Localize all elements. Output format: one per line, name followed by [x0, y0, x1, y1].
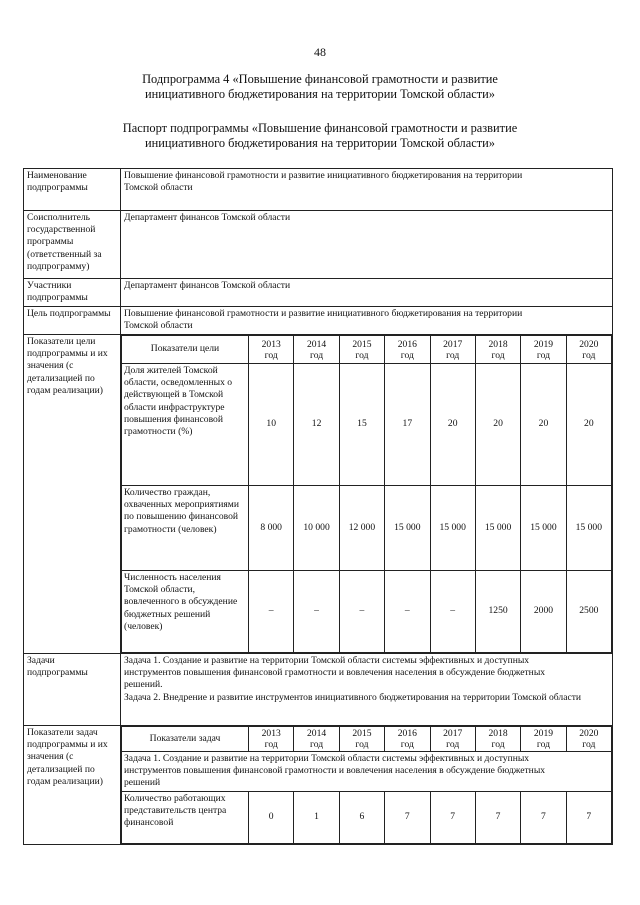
subprogram-title [60, 72, 580, 102]
row-goal-label: Цель подпрограммы [24, 307, 121, 335]
passport-title-line1: Паспорт подпрограммы «Повышение финансовой грамотности и развитие [122, 121, 518, 135]
row-goal-indicators-label: Показатели цели подпрограммы и их значения (с детализацией по годам реализации) [24, 335, 121, 654]
year-suffix: год [310, 739, 324, 750]
goal-indicator-value: 1250 [475, 571, 520, 653]
task-year: 2020 [579, 728, 599, 739]
goal-indicator-value: – [339, 571, 384, 653]
goal-indicator-row [122, 571, 612, 653]
year-suffix: год [400, 349, 414, 361]
task-2-text: Задача 2. Внедрение и развитие инструментов инициативного бюджетирования на территории Томской области [124, 691, 582, 703]
passport-title-line2: инициативного бюджетирования на территории Томской области» [145, 136, 495, 150]
task-indicator-row [122, 792, 612, 844]
task-indicator-value: 1 [294, 792, 339, 844]
goal-indicator-value: 12 [294, 364, 339, 486]
row-task-indicators-label: Показатели задач подпрограммы и их значения (с детализацией по годам реализации) [24, 726, 121, 845]
goal-year: 2017 [443, 338, 463, 350]
task-indicators-task-1: Задача 1. Создание и развитие на территории Томской области системы эффективных и доступных инструментов повышения финансовой грамотности и вовлечения населения в обсуждение бюджетных решений [122, 752, 612, 792]
row-task-indicators [24, 726, 613, 845]
goal-indicator-name: Численность населения Томской области, вовлеченного в обсуждение бюджетных решений (человек) [122, 571, 249, 653]
row-participants-value: Департамент финансов Томской области [121, 279, 613, 307]
task-year: 2014 [306, 728, 327, 739]
row-participants [24, 279, 613, 307]
year-suffix: год [264, 349, 278, 361]
task-year: 2017 [443, 728, 463, 739]
goal-year: 2013 [261, 338, 281, 350]
task-year: 2019 [533, 728, 554, 739]
row-name-value: Повышение финансовой грамотности и развитие инициативного бюджетирования на территории Томской области [121, 169, 613, 211]
goal-indicator-name: Количество граждан, охваченных мероприятиями по повышению финансовой грамотности (человек) [122, 486, 249, 571]
goal-year: 2019 [533, 338, 554, 350]
goal-indicator-value: 15 000 [430, 486, 475, 571]
row-name-label: Наименование подпрограммы [24, 169, 121, 211]
goal-indicator-value: 17 [385, 364, 430, 486]
task-indicators-header: Показатели задач [122, 727, 249, 752]
task-year: 2015 [352, 728, 372, 739]
task-indicator-value: 7 [566, 792, 611, 844]
task-1-row [122, 752, 612, 792]
year-suffix: год [446, 739, 460, 750]
task-indicator-value: 7 [430, 792, 475, 844]
goal-year: 2018 [488, 338, 508, 350]
task-indicator-value: 7 [385, 792, 430, 844]
goal-indicator-value: 10 [249, 364, 294, 486]
subprogram-title-line2: инициативного бюджетирования на территории Томской области» [145, 87, 495, 101]
goal-indicator-value: 20 [430, 364, 475, 486]
year-suffix: год [264, 739, 278, 750]
task-year: 2013 [261, 728, 281, 739]
goal-indicator-value: 15 000 [521, 486, 566, 571]
task-indicator-name: Количество работающих представительств центра финансовой [122, 792, 249, 844]
goal-year: 2016 [397, 338, 417, 350]
goal-indicator-value: 12 000 [339, 486, 384, 571]
year-suffix: год [310, 349, 324, 361]
task-indicators-header-row [122, 727, 612, 752]
goal-indicator-value: 20 [566, 364, 611, 486]
goal-year: 2020 [579, 338, 599, 350]
row-tasks [24, 654, 613, 726]
goal-indicator-value: 20 [521, 364, 566, 486]
goal-indicator-value: – [385, 571, 430, 653]
goal-indicator-value: 20 [475, 364, 520, 486]
year-suffix: год [491, 349, 505, 361]
goal-indicator-value: 2000 [521, 571, 566, 653]
row-name [24, 169, 613, 211]
goal-year: 2014 [306, 338, 327, 350]
goal-year: 2015 [352, 338, 372, 350]
goal-indicators-header: Показатели цели [122, 336, 249, 364]
goal-indicator-value: 15 000 [385, 486, 430, 571]
row-goal-value: Повышение финансовой грамотности и развитие инициативного бюджетирования на территории Томской области [121, 307, 613, 335]
row-tasks-label: Задачи подпрограммы [24, 654, 121, 726]
task-year: 2016 [397, 728, 417, 739]
goal-indicator-value: 2500 [566, 571, 611, 653]
task-indicator-value: 7 [521, 792, 566, 844]
task-indicator-value: 7 [475, 792, 520, 844]
year-suffix: год [491, 739, 505, 750]
year-suffix: год [536, 739, 550, 750]
row-goal-indicators [24, 335, 613, 654]
goal-indicator-value: 15 000 [475, 486, 520, 571]
row-coexecutor [24, 211, 613, 279]
page-number: 48 [314, 45, 326, 59]
goal-indicator-row [122, 486, 612, 571]
goal-indicator-value: – [294, 571, 339, 653]
year-suffix: год [355, 349, 369, 361]
goal-indicator-value: 15 [339, 364, 384, 486]
task-indicators-table [121, 726, 612, 844]
goal-indicator-value: 15 000 [566, 486, 611, 571]
row-participants-label: Участники подпрограммы [24, 279, 121, 307]
goal-indicators-table [121, 335, 612, 653]
goal-indicator-name: Доля жителей Томской области, осведомленных о действующей в Томской области инфраструктуре повышения финансовой грамотности (%) [122, 364, 249, 486]
goal-indicator-value: – [430, 571, 475, 653]
goal-indicator-value: – [249, 571, 294, 653]
row-goal [24, 307, 613, 335]
goal-indicator-row [122, 364, 612, 486]
year-suffix: год [446, 349, 460, 361]
task-1-text: Задача 1. Создание и развитие на территории Томской области системы эффективных и доступных инструментов повышения финансовой грамотности и вовлечения населения в обсуждение бюджетных решений. [124, 655, 546, 691]
goal-indicators-header-row [122, 336, 612, 364]
task-year: 2018 [488, 728, 508, 739]
subprogram-title-line1: Подпрограмма 4 «Повышение финансовой грамотности и развитие [142, 72, 498, 86]
row-coexecutor-label: Соисполнитель государственной программы (ответственный за подпрограмму) [24, 211, 121, 279]
row-coexecutor-value: Департамент финансов Томской области [121, 211, 613, 279]
year-suffix: год [582, 349, 596, 361]
goal-indicator-value: 8 000 [249, 486, 294, 571]
year-suffix: год [355, 739, 369, 750]
passport-table [23, 168, 613, 845]
year-suffix: год [400, 739, 414, 750]
goal-indicator-value: 10 000 [294, 486, 339, 571]
task-indicator-value: 0 [249, 792, 294, 844]
year-suffix: год [536, 349, 550, 361]
task-indicator-value: 6 [339, 792, 384, 844]
year-suffix: год [582, 739, 596, 750]
passport-title [60, 121, 580, 151]
